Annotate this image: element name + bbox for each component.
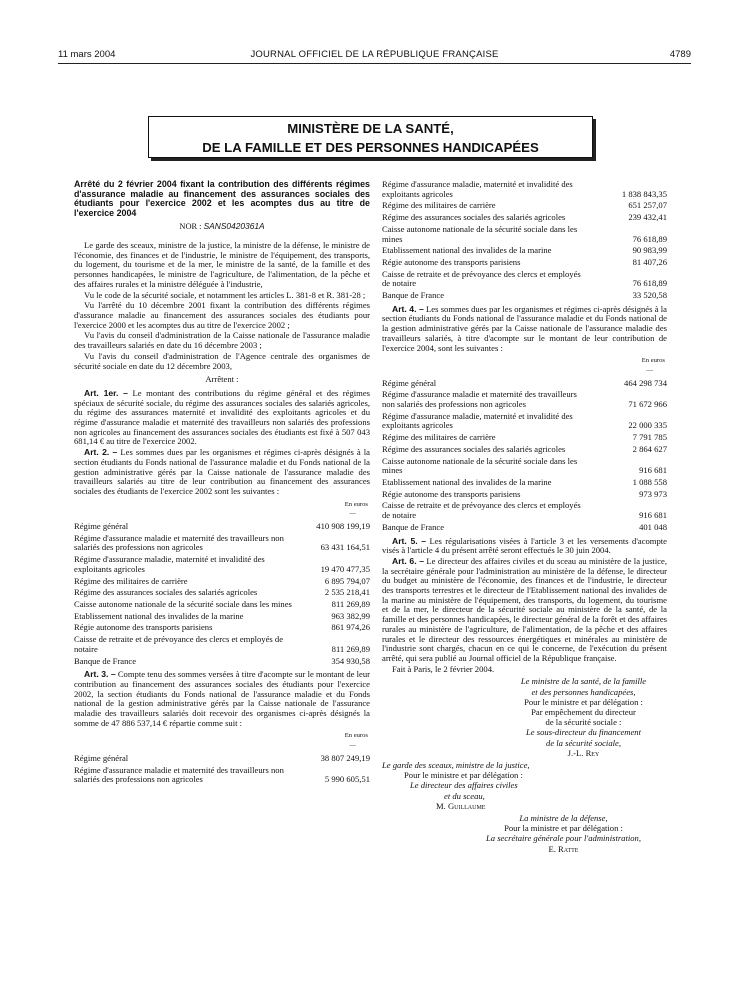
currency-note [74, 500, 370, 519]
row-amount: 33 520,58 [632, 290, 667, 301]
signature-health [500, 676, 667, 758]
table-row [382, 457, 667, 478]
currency-dash: — [349, 742, 356, 750]
header-rule [58, 63, 691, 64]
row-label: Etablissement national des invalides de la marine [382, 245, 552, 256]
signatory-name: M. Guillaume [436, 800, 486, 811]
row-amount: 651 257,07 [628, 200, 667, 211]
row-label: Caisse autonome nationale de la sécurité sociale dans les mines [74, 598, 292, 609]
row-label: Régie autonome des transports parisiens [74, 622, 213, 633]
row-label: Régime d'assurance maladie, maternité et invalidité des exploitants agricoles [382, 179, 573, 199]
table-article-2 [74, 522, 370, 668]
currency-label: En euros [344, 500, 368, 508]
currency-label: En euros [641, 357, 665, 365]
article-4 [382, 305, 667, 354]
visa-paragraph: Vu l'avis du conseil d'administration de l'Agence centrale des organismes de sécurité sociale en date du 12 décembre 2003, [74, 350, 370, 371]
row-amount: 811 269,89 [331, 643, 370, 654]
row-amount: 81 407,26 [632, 256, 667, 267]
row-amount: 811 269,89 [331, 598, 370, 609]
row-amount: 354 930,58 [331, 655, 370, 666]
sig-line: Par empêchement du directeur [531, 706, 636, 717]
row-label: Régime des assurances sociales des salariés agricoles [74, 587, 258, 598]
row-amount: 6 895 794,07 [324, 575, 370, 586]
article-2-label: Art. 2. – [84, 447, 118, 458]
table-row [74, 534, 370, 555]
article-6-text: Le directeur des affaires civiles et du sceau au ministère de la justice, la secrétaire générale pour l'administration au ministère de la défense, le directeur du budget au ministère de l'économie, des finances et de l'industrie, le directeur des transports terrestres et le directeur de l'Etablissement national des invalides de la marine au ministère de l'équipement, des transports, du logement, du tourisme et de la mer, le directeur de la sécurité sociale au ministère de la santé, de la famille et des personnes handicapées, le directeur général de la forêt et des affaires rurales au ministère de l'agriculture, de l'alimentation, de la pêche et des affaires rurales et le directeur des ressources énergétiques et minérales au ministère de l'industrie sont chargés, chacun en ce qui le concerne, de l'exécution du présent arrêté, qui sera publié au Journal officiel de la République française. [382, 555, 667, 663]
sig-line: Le ministre de la santé, de la famille [520, 676, 647, 687]
table-row [382, 258, 667, 270]
article-1-text: Le montant des contributions du régime général et des régimes spéciaux de sécurité sociale, du régime des assurances sociales des salariés agricoles, du régime des assurances maternité et invalidité des exploitants agricoles et du régime d'assurance maladie et maternité des travailleurs non salariés des professions non agricoles au financement des assurances sociales des étudiants est fixé à 507 043 681,14 € au titre de l'exercice 2002. [74, 387, 370, 447]
row-amount: 464 298 734 [624, 377, 667, 388]
table-row [382, 270, 667, 291]
row-label: Régime général [382, 377, 437, 388]
row-label: Régime des assurances sociales des salariés agricoles [382, 443, 566, 454]
row-amount: 76 618,89 [632, 278, 667, 289]
row-amount: 22 000 335 [628, 420, 667, 431]
header-date: 11 mars 2004 [58, 49, 116, 60]
arrete-heading: Arrêtent : [205, 374, 239, 385]
table-row [74, 522, 370, 534]
row-amount: 861 974,26 [331, 622, 370, 633]
table-row [74, 766, 370, 787]
signatory-name: J.-L. Rey [567, 747, 600, 758]
table-row [382, 390, 667, 411]
row-label: Caisse de retraite et de prévoyance des clercs et employés de notaire [382, 500, 581, 521]
right-column [382, 180, 667, 854]
row-label: Régime général [74, 521, 129, 532]
row-amount: 916 681 [639, 465, 667, 476]
table-row [382, 478, 667, 490]
row-label: Caisse de retraite et de prévoyance des clercs et employés de notaire [74, 634, 284, 654]
sig-line: Pour la ministre et par délégation : [504, 823, 623, 834]
row-label: Etablissement national des invalides de la marine [74, 610, 244, 621]
row-label: Caisse autonome nationale de la sécurité sociale dans les mines [382, 223, 578, 244]
row-amount: 63 431 164,51 [320, 542, 370, 553]
table-row [74, 635, 370, 656]
row-label: Caisse de retraite et de prévoyance des clercs et employés de notaire [382, 268, 581, 289]
page-header [58, 49, 691, 63]
sig-line: de la sécurité sociale : [545, 717, 622, 728]
decree-title: Arrêté du 2 février 2004 fixant la contribution des différents régimes d'assurance maladie au financement des assurances sociales des étudiants pour l'exercice 2002 et les acomptes dus au titre de l'exercice 2004 [74, 179, 370, 218]
left-column [74, 180, 370, 789]
article-4-label: Art. 4. – [392, 303, 424, 314]
row-label: Régime d'assurance maladie et maternité des travailleurs non salariés des professions non agricoles [382, 389, 577, 410]
row-label: Régime d'assurance maladie, maternité et invalidité des exploitants agricoles [74, 554, 265, 574]
table-row [74, 600, 370, 612]
signature-date: Fait à Paris, le 2 février 2004. [392, 663, 495, 674]
table-row [382, 501, 667, 522]
table-row [382, 412, 667, 433]
row-amount: 239 432,41 [628, 212, 667, 223]
currency-note [74, 731, 370, 750]
visa-paragraph: Vu le code de la sécurité sociale, et notamment les articles L. 381-8 et R. 381-28 ; [84, 289, 366, 300]
ministry-line-2: DE LA FAMILLE ET DES PERSONNES HANDICAPÉES [202, 140, 539, 155]
row-label: Régime général [74, 752, 129, 763]
table-row [74, 555, 370, 576]
ministry-box [148, 116, 593, 158]
article-1 [74, 389, 370, 447]
sig-line: et du sceau, [444, 790, 485, 801]
table-row [74, 754, 370, 766]
row-label: Régime d'assurance maladie, maternité et invalidité des exploitants agricoles [382, 410, 573, 431]
sig-line: de la sécurité sociale, [546, 737, 621, 748]
signature-defense [460, 813, 667, 854]
row-amount: 916 681 [639, 510, 667, 521]
table-row [382, 291, 667, 303]
table-row [382, 523, 667, 535]
row-amount: 1 088 558 [632, 476, 667, 487]
sig-line: La secrétaire générale pour l'administration, [485, 833, 641, 844]
signatory-name: E. Ratte [548, 843, 579, 854]
currency-dash: — [646, 366, 653, 374]
row-label: Régime des assurances sociales des salariés agricoles [382, 212, 566, 223]
row-label: Caisse autonome nationale de la sécurité sociale dans les mines [382, 455, 578, 476]
row-label: Régime des militaires de carrière [382, 200, 496, 211]
table-row [382, 180, 667, 201]
row-label: Banque de France [382, 290, 445, 301]
currency-note [382, 356, 667, 375]
ministry-line-1: MINISTÈRE DE LA SANTÉ, [287, 121, 454, 136]
nor-label: NOR : [179, 222, 204, 232]
sig-line: Pour le ministre et par délégation : [524, 696, 643, 707]
row-amount: 76 618,89 [632, 233, 667, 244]
row-amount: 38 807 249,19 [320, 752, 370, 763]
preamble-paragraph: Le garde des sceaux, ministre de la justice, la ministre de la défense, le ministre de l'économie, des finances et de l'industrie, le ministre de l'équipement, des transports, du logement, du tourisme et de la mer, le ministre de la santé, de la famille et des personnes handicapées, le ministre de l'agriculture, de l'alimentation, de la pêche et des affaires rurales et la ministre déléguée à l'industrie, [74, 240, 370, 289]
article-6-label: Art. 6. – [392, 555, 424, 566]
sig-line: Le garde des sceaux, ministre de la justice, [382, 759, 530, 770]
row-amount: 2 864 627 [632, 443, 667, 454]
sig-line: Le sous-directeur du financement [526, 727, 641, 738]
sig-line: La ministre de la défense, [519, 812, 608, 823]
row-amount: 2 535 218,41 [324, 587, 370, 598]
article-3 [74, 670, 370, 728]
signature-justice [382, 760, 667, 811]
journal-title: JOURNAL OFFICIEL DE LA RÉPUBLIQUE FRANÇAISE [250, 49, 499, 60]
visa-paragraph: Vu l'arrêté du 10 décembre 2001 fixant la contribution des différents régimes d'assurance maladie au financement des assurances sociales des étudiants pour l'exercice 2000 et les acomptes dus au titre de l'exercice 2002 ; [74, 300, 370, 330]
article-5-label: Art. 5. – [392, 535, 427, 546]
article-2-text: Les sommes dues par les organismes et régimes ci-après désignés à la section étudiants du Fonds national de l'assurance maladie et du Fonds national de la gestion administrative gérés par la Caisse nationale de l'assurance maladie des travailleurs salariés au titre de leur contribution au financement des assurances sociales des étudiants de l'exercice 2002 sont les suivantes : [74, 447, 370, 496]
row-amount: 19 470 477,35 [320, 563, 370, 574]
row-label: Banque de France [382, 521, 445, 532]
article-2 [74, 448, 370, 497]
table-row [382, 445, 667, 457]
currency-dash: — [349, 510, 356, 518]
row-label: Régime des militaires de carrière [382, 432, 496, 443]
article-1-label: Art. 1er. – [84, 387, 128, 398]
article-5-text: Les régularisations visées à l'article 3 et les versements d'acompte visés à l'article 4 du présent arrêté seront effectués le 30 juin 2004. [382, 535, 667, 556]
visa-paragraph: Vu l'avis du conseil d'administration de la Caisse nationale de l'assurance maladie des travailleurs salariés en date du 16 décembre 2003 ; [74, 330, 370, 351]
currency-label: En euros [344, 732, 368, 740]
row-amount: 973 973 [639, 488, 667, 499]
row-amount: 90 983,99 [632, 245, 667, 256]
row-amount: 71 672 966 [628, 399, 667, 410]
row-amount: 1 838 843,35 [621, 188, 667, 199]
article-4-text: Les sommes dues par les organismes et régimes ci-après désignés à la section étudiants du Fonds national de l'assurance maladie et du Fonds national de la gestion administrative gérés par la Caisse nationale de l'assurance maladie des travailleurs salariés, à titre d'acompte sur le montant de leur contribution de l'exercice 2004, sont les suivantes : [382, 303, 667, 353]
row-amount: 401 048 [639, 521, 667, 532]
article-3-label: Art. 3. – [84, 669, 116, 680]
nor-reference [74, 222, 370, 232]
sig-line: et des personnes handicapées, [531, 686, 636, 697]
row-label: Banque de France [74, 655, 137, 666]
table-article-3-part-1 [74, 754, 370, 787]
article-5 [382, 537, 667, 556]
page-number: 4789 [669, 49, 691, 60]
table-article-3-part-2 [382, 180, 667, 303]
row-label: Régime d'assurance maladie et maternité des travailleurs non salariés des professions non agricoles [74, 532, 284, 553]
row-label: Régime des militaires de carrière [74, 575, 188, 586]
row-amount: 963 382,99 [331, 610, 370, 621]
article-6 [382, 557, 667, 664]
nor-code: SANS0420361A [203, 221, 265, 232]
row-label: Régime d'assurance maladie et maternité des travailleurs non salariés des professions non agricoles [74, 764, 284, 785]
table-article-4 [382, 379, 667, 535]
table-row [74, 657, 370, 669]
sig-line: Pour le ministre et par délégation : [404, 770, 523, 781]
article-3-text: Compte tenu des sommes versées à titre d'acompte sur le montant de leur contribution au financement des assurances sociales des étudiants pour l'exercice 2002, la section étudiants du Fonds national de l'assurance maladie et du Fonds national de la gestion administrative gérés par la Caisse nationale de l'assurance maladie des travailleurs salariés doit recevoir des organismes ci-après désignés la somme de 47 886 537,14 € répartie comme suit : [74, 669, 370, 728]
row-label: Régie autonome des transports parisiens [382, 488, 521, 499]
row-amount: 410 908 199,19 [316, 521, 370, 532]
table-row [382, 225, 667, 246]
row-label: Etablissement national des invalides de la marine [382, 476, 552, 487]
sig-line: Le directeur des affaires civiles [410, 780, 518, 791]
row-label: Régie autonome des transports parisiens [382, 256, 521, 267]
row-amount: 5 990 605,51 [324, 774, 370, 785]
row-amount: 7 791 785 [632, 432, 667, 443]
